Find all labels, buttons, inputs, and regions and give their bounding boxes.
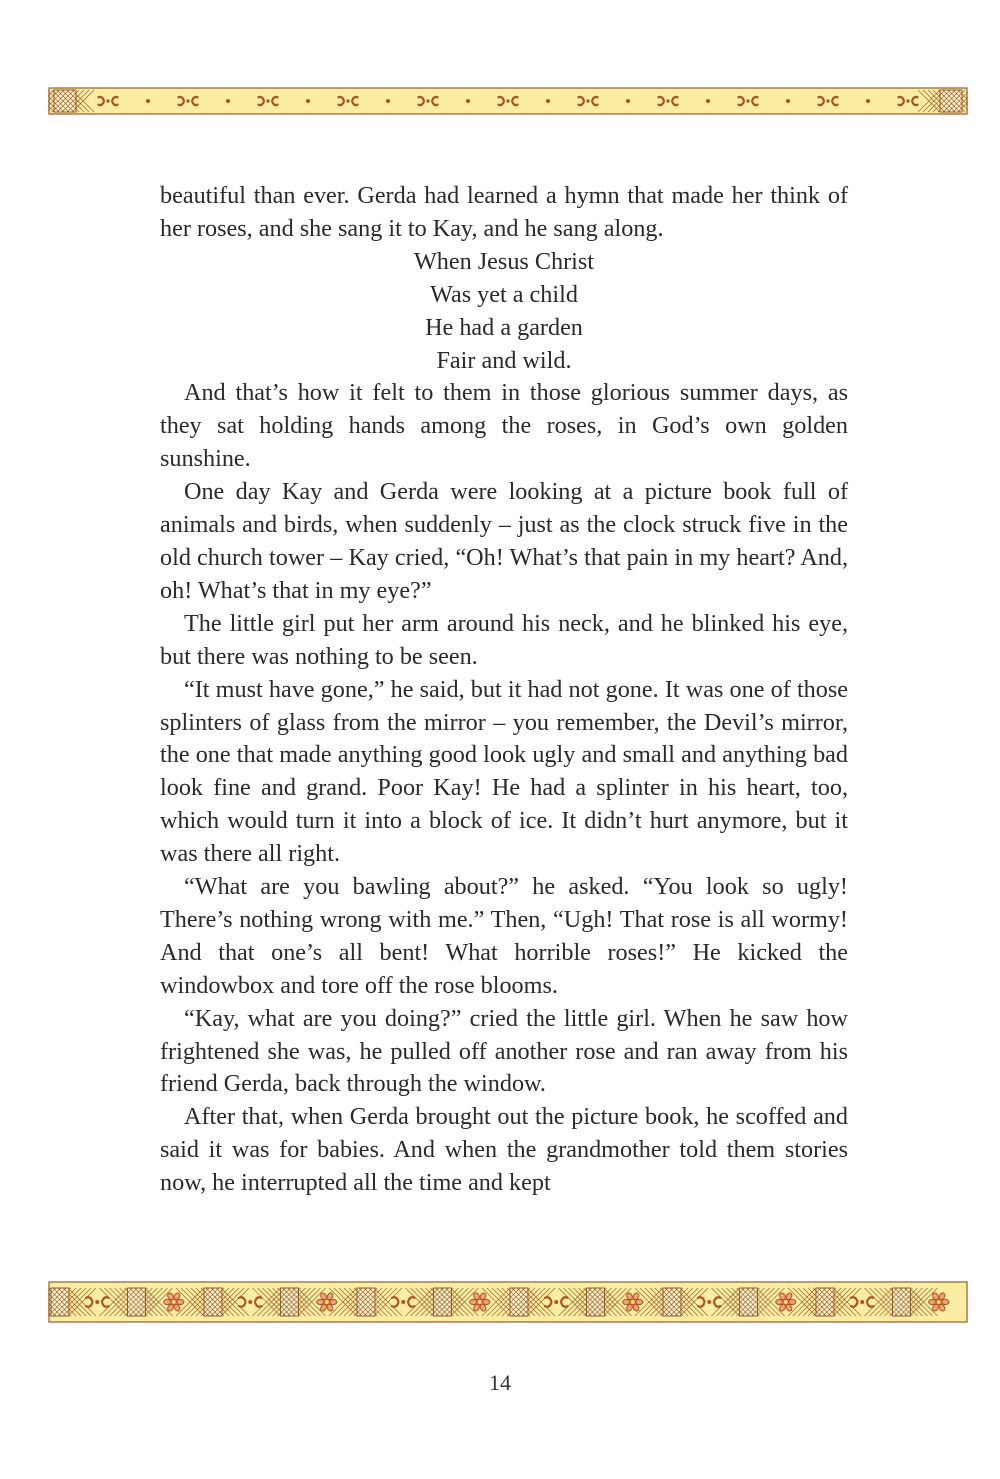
dot-icon bbox=[546, 99, 550, 103]
paragraph: “Kay, what are you doing?” cried the little girl. When he saw how frightened she was, he pulled off another rose and ran away from his friend Gerda, back through the window. bbox=[160, 1004, 848, 1098]
paragraph: “What are you bawling about?” he asked. “You look so ugly! There’s nothing wrong with me.” Then, “Ugh! That rose is all wormy! And that one’s all bent! What horrible roses!” He kicked the windowbox and tore off the rose blooms. bbox=[160, 873, 848, 999]
paragraph: And that’s how it felt to them in those glorious summer days, as they sat holding hands among the roses, in God’s own golden sunshine. bbox=[160, 379, 848, 473]
verse-line: Fair and wild. bbox=[436, 346, 572, 374]
dot-icon bbox=[466, 99, 470, 103]
dot-icon bbox=[626, 99, 630, 103]
story-text bbox=[160, 180, 848, 1200]
paragraph: One day Kay and Gerda were looking at a picture book full of animals and birds, when suddenly – just as the clock struck five in the old church tower – Kay cried, “Oh! What’s that pain in my heart? And, oh! What’s that in my eye?” bbox=[160, 478, 848, 604]
verse-line: He had a garden bbox=[425, 313, 583, 341]
hymn-verse bbox=[160, 246, 848, 378]
dot-icon bbox=[706, 99, 710, 103]
dot-icon bbox=[146, 99, 150, 103]
dot-icon bbox=[866, 99, 870, 103]
top-decorative-border bbox=[48, 82, 968, 120]
dot-icon bbox=[226, 99, 230, 103]
paragraph: “It must have gone,” he said, but it had not gone. It was one of those splinters of glass from the mirror – you remember, the Devil’s mirror, the one that made anything good look ugly and small and anything bad look fine and grand. Poor Kay! He had a splinter in his heart, too, which would turn it into a block of ice. It didn’t hurt anymore, but it was there all right. bbox=[160, 675, 848, 868]
bottom-decorative-border bbox=[48, 1276, 968, 1328]
verse-line: When Jesus Christ bbox=[413, 247, 595, 275]
verse-line: Was yet a child bbox=[430, 280, 578, 308]
dot-icon bbox=[386, 99, 390, 103]
bottom-border-art bbox=[48, 1276, 968, 1328]
paragraph: After that, when Gerda brought out the picture book, he scoffed and said it was for babies. And when the grandmother told them stories now, he interrupted all the time and kept bbox=[160, 1103, 848, 1197]
top-border-art bbox=[48, 82, 968, 120]
paragraph: beautiful than ever. Gerda had learned a hymn that made her think of her roses, and she sang it to Kay, and he sang along. bbox=[160, 182, 848, 242]
page-number: 14 bbox=[489, 1370, 511, 1395]
dot-icon bbox=[786, 99, 790, 103]
paragraph: The little girl put her arm around his neck, and he blinked his eye, but there was nothing to be seen. bbox=[160, 609, 848, 670]
dot-icon bbox=[306, 99, 310, 103]
